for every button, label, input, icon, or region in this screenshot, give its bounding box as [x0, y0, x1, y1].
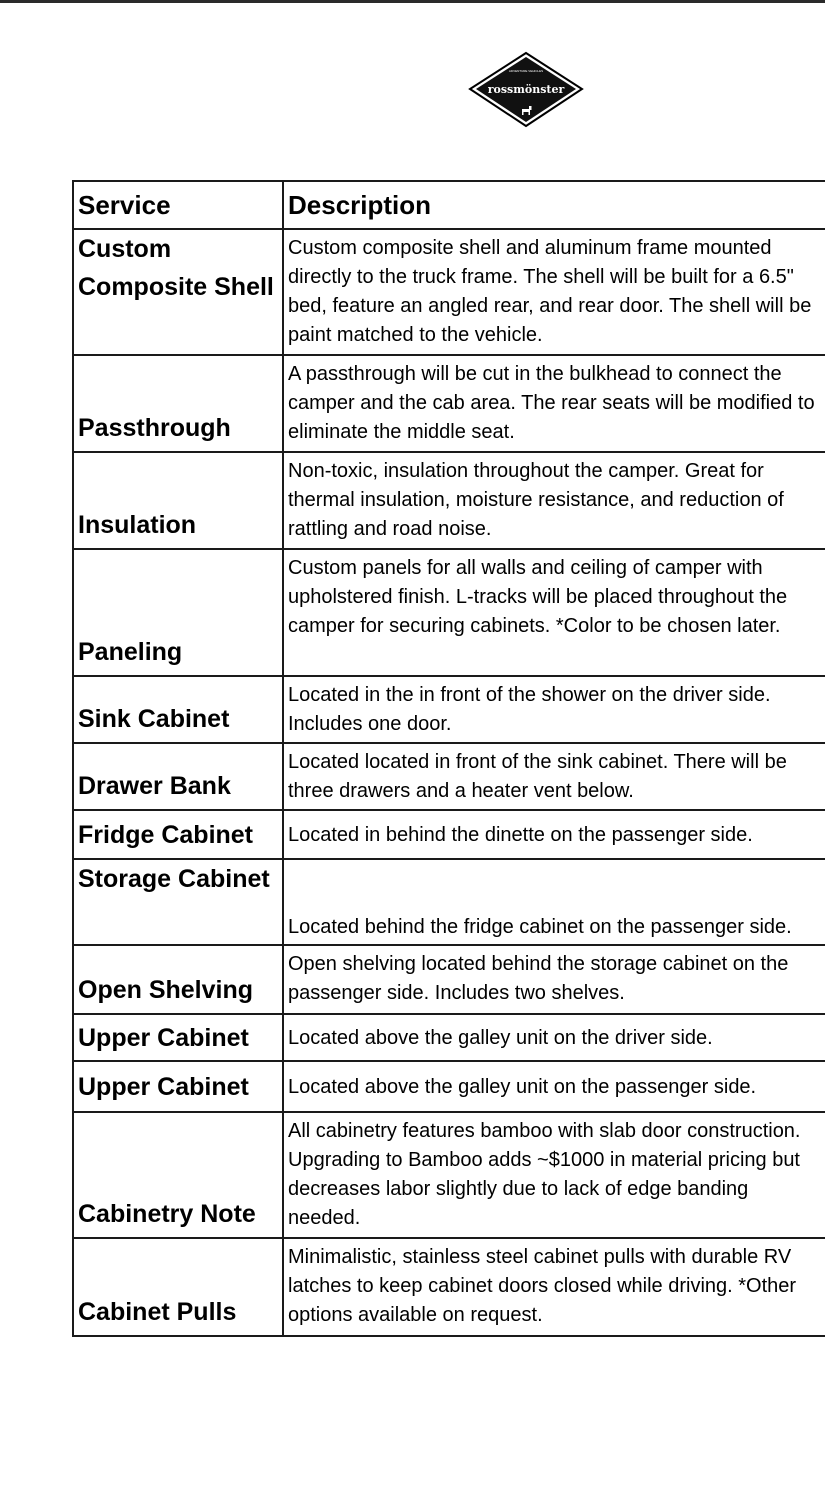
description-cell: Located in behind the dinette on the passenger side.	[283, 810, 825, 859]
services-table	[72, 180, 825, 1337]
service-column-header: Service	[73, 181, 283, 229]
service-cell: Insulation	[73, 452, 283, 549]
table-row	[73, 945, 825, 1014]
description-cell: Open shelving located behind the storage cabinet on the passenger side. Includes two shelves.	[283, 945, 825, 1014]
service-cell: Passthrough	[73, 355, 283, 452]
table-row	[73, 676, 825, 743]
table-row	[73, 1112, 825, 1238]
description-cell: Minimalistic, stainless steel cabinet pulls with durable RV latches to keep cabinet doors closed while driving. *Other options available on request.	[283, 1238, 825, 1336]
table-row	[73, 859, 825, 945]
description-cell: Located above the galley unit on the driver side.	[283, 1014, 825, 1061]
description-column-header: Description	[283, 181, 825, 229]
table-row	[73, 743, 825, 810]
service-cell: Open Shelving	[73, 945, 283, 1014]
logo-brand-text: rossmönster	[487, 83, 565, 96]
service-cell: Custom Composite Shell	[73, 229, 283, 355]
service-cell: Upper Cabinet	[73, 1061, 283, 1112]
description-cell: Located in the in front of the shower on the driver side. Includes one door.	[283, 676, 825, 743]
table-row	[73, 1061, 825, 1112]
description-cell: All cabinetry features bamboo with slab door construction. Upgrading to Bamboo adds ~$1000 in material pricing but decreases labor slightly due to lack of edge banding needed.	[283, 1112, 825, 1238]
service-cell: Storage Cabinet	[73, 859, 283, 945]
table-row	[73, 549, 825, 676]
table-header-row	[73, 181, 825, 229]
description-cell: Custom panels for all walls and ceiling of camper with upholstered finish. L-tracks will be placed throughout the camper for securing cabinets. *Color to be chosen later.	[283, 549, 825, 676]
service-cell: Cabinet Pulls	[73, 1238, 283, 1336]
logo-small-text: ADVENTURE VEHICLES	[508, 69, 544, 73]
description-cell: Located behind the fridge cabinet on the passenger side.	[283, 859, 825, 945]
table-row	[73, 229, 825, 355]
services-table-container	[72, 180, 825, 1337]
service-cell: Paneling	[73, 549, 283, 676]
description-cell: Located located in front of the sink cabinet. There will be three drawers and a heater vent below.	[283, 743, 825, 810]
description-cell: Located above the galley unit on the passenger side.	[283, 1061, 825, 1112]
table-row	[73, 810, 825, 859]
table-row	[73, 1238, 825, 1336]
description-cell: Custom composite shell and aluminum frame mounted directly to the truck frame. The shell will be built for a 6.5" bed, feature an angled rear, and rear door. The shell will be paint matched to the vehicle.	[283, 229, 825, 355]
top-border	[0, 0, 825, 3]
service-cell: Drawer Bank	[73, 743, 283, 810]
description-cell: A passthrough will be cut in the bulkhead to connect the camper and the cab area. The rear seats will be modified to eliminate the middle seat.	[283, 355, 825, 452]
table-row	[73, 355, 825, 452]
rossmonster-logo	[468, 51, 584, 129]
service-cell: Upper Cabinet	[73, 1014, 283, 1061]
table-row	[73, 452, 825, 549]
service-cell: Cabinetry Note	[73, 1112, 283, 1238]
diamond-badge-icon	[468, 51, 584, 129]
service-cell: Fridge Cabinet	[73, 810, 283, 859]
description-cell: Non-toxic, insulation throughout the camper. Great for thermal insulation, moisture resistance, and reduction of rattling and road noise.	[283, 452, 825, 549]
service-cell: Sink Cabinet	[73, 676, 283, 743]
table-row	[73, 1014, 825, 1061]
